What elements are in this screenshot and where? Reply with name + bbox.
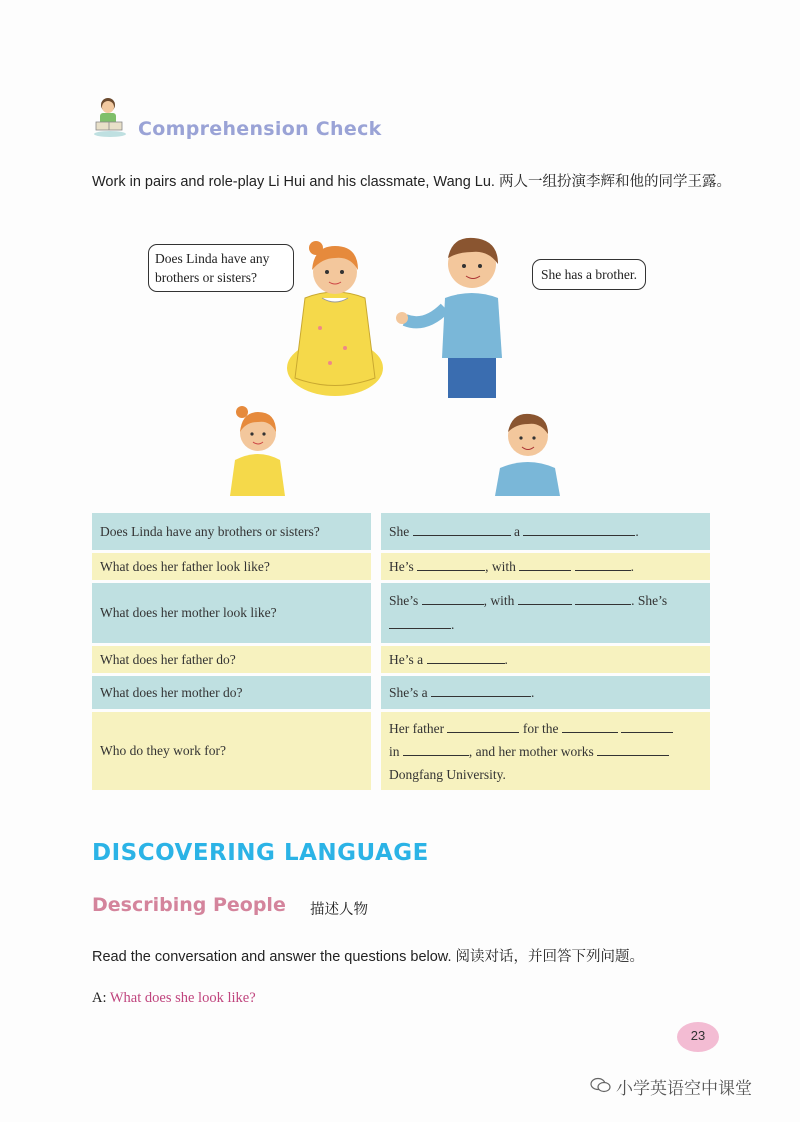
- boy-speech-bubble: She has a brother.: [532, 259, 646, 290]
- question-cell: What does her mother look like?: [92, 583, 371, 643]
- wechat-icon: [590, 1076, 612, 1094]
- describing-people-title: Describing People: [92, 894, 286, 916]
- page-number: 23: [677, 1022, 719, 1052]
- answer-cell: She’s , with . She’s .: [381, 583, 710, 643]
- answer-cell: He’s a .: [381, 646, 710, 673]
- describing-people-cn: 描述人物: [310, 902, 368, 918]
- answer-cell: She’s a .: [381, 676, 710, 709]
- question-cell: What does her father do?: [92, 646, 371, 673]
- table-row: [92, 646, 710, 673]
- table-row: [92, 676, 710, 709]
- role-play-instruction: Work in pairs and role-play Li Hui and his classmate, Wang Lu. 两人一组扮演李辉和他的同学王露。: [92, 174, 731, 190]
- answer-cell: He’s , with .: [381, 553, 710, 580]
- role-play-table: [92, 510, 710, 793]
- small-boy-figure: [495, 414, 560, 496]
- read-conversation-instruction: Read the conversation and answer the questions below. 阅读对话，并回答下列问题。: [92, 949, 645, 965]
- table-row: [92, 553, 710, 580]
- answer-cell: Her father for the in , and her mother works Dongfang University.: [381, 712, 710, 790]
- question-cell: Does Linda have any brothers or sisters?: [92, 513, 371, 550]
- speaker-label: A:: [92, 990, 107, 1006]
- question-cell: Who do they work for?: [92, 712, 371, 790]
- dialogue-line: [92, 990, 256, 1007]
- question-cell: What does her father look like?: [92, 553, 371, 580]
- table-row: [92, 513, 710, 550]
- boy-figure: [396, 238, 502, 398]
- question-cell: What does her mother do?: [92, 676, 371, 709]
- table-row: [92, 583, 710, 643]
- table-row: [92, 712, 710, 790]
- girl-figure: [287, 241, 383, 396]
- discovering-language-title: DISCOVERING LANGUAGE: [92, 840, 429, 866]
- dialogue-question: What does she look like?: [109, 990, 256, 1006]
- answer-cell: She a .: [381, 513, 710, 550]
- watermark-text: 小学英语空中课堂: [616, 1079, 752, 1098]
- small-girl-figure: [230, 406, 285, 496]
- comprehension-check-title: Comprehension Check: [138, 118, 382, 140]
- reading-boy-icon: [90, 96, 132, 138]
- girl-speech-bubble: Does Linda have any brothers or sisters?: [148, 244, 294, 292]
